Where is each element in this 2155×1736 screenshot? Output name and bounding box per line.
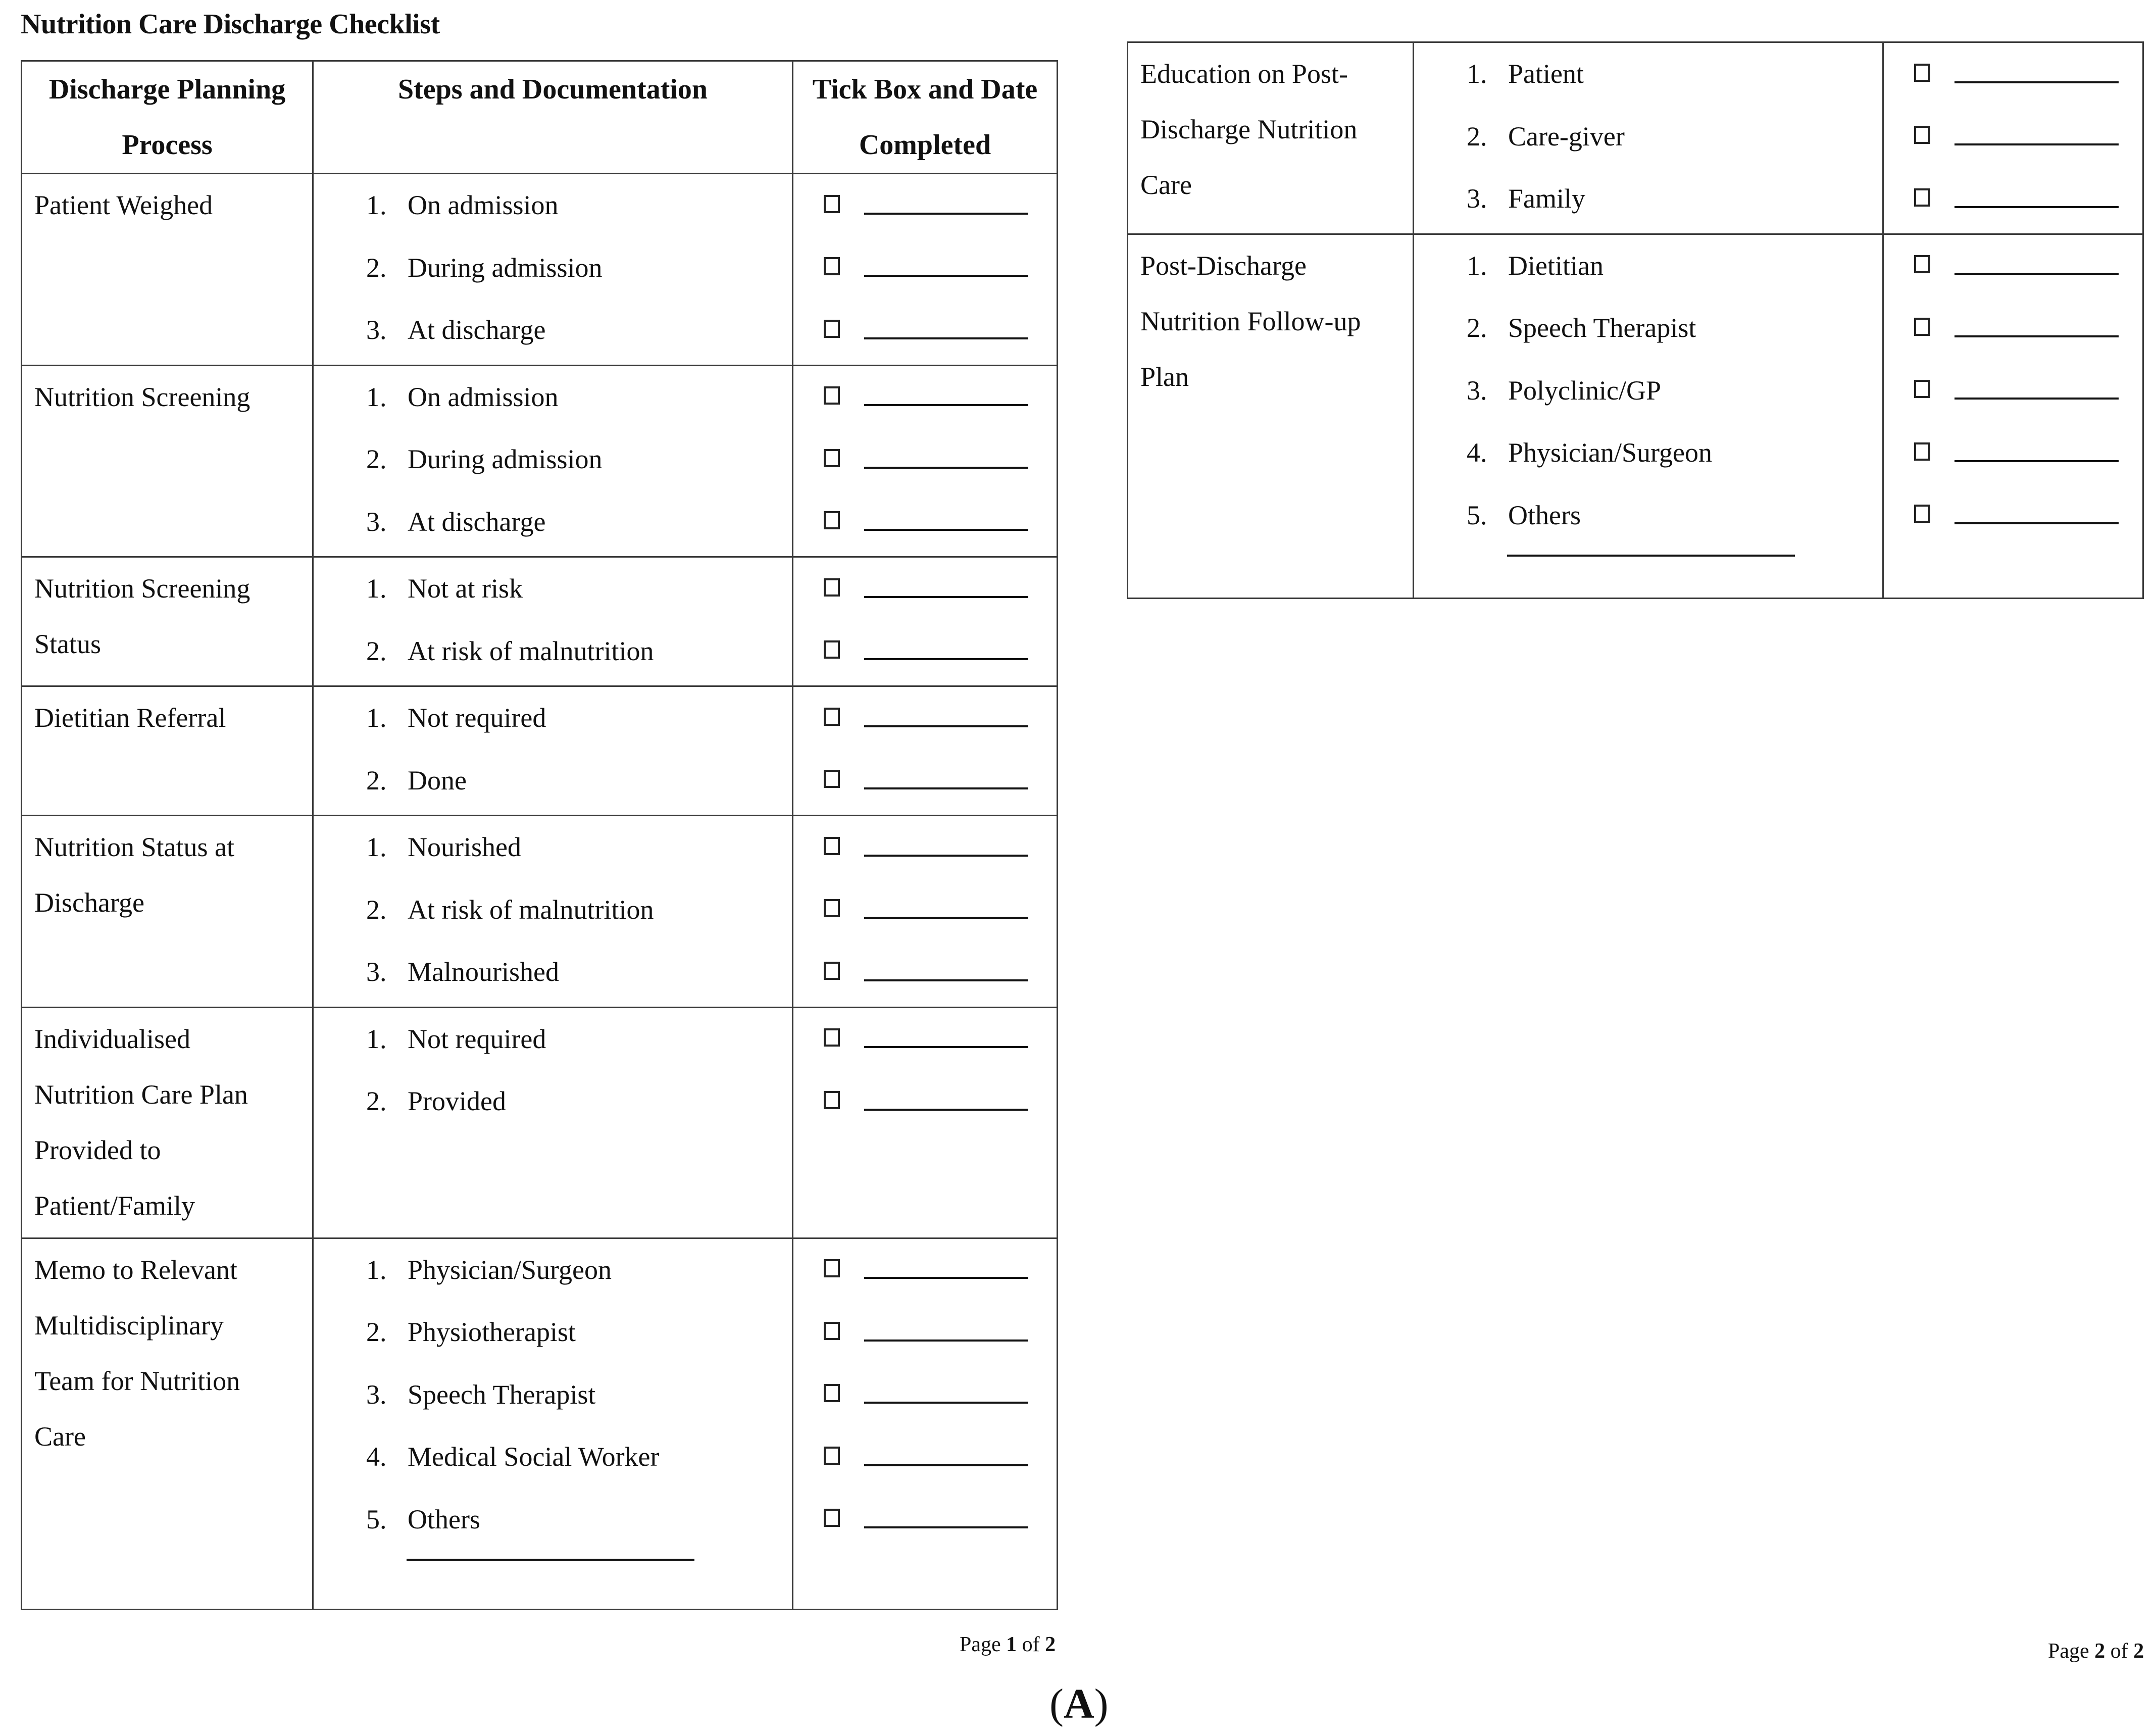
process-cell xyxy=(22,816,313,1008)
step-label: Speech Therapist xyxy=(408,1379,596,1410)
step-number: 2. xyxy=(366,252,387,283)
step-item xyxy=(366,302,792,365)
tick-cell xyxy=(793,365,1058,557)
step-item xyxy=(366,753,792,815)
table-row xyxy=(22,174,1058,366)
step-number: 3. xyxy=(1467,183,1487,214)
checkbox-icon[interactable] xyxy=(824,1384,840,1402)
date-field[interactable] xyxy=(864,529,1028,531)
process-label: Memo to Relevant xyxy=(34,1254,237,1285)
step-item xyxy=(366,944,792,1007)
step-label: On admission xyxy=(408,381,559,412)
page-number-2 xyxy=(2048,1639,2144,1663)
step-item xyxy=(366,369,792,432)
step-number: 3. xyxy=(366,957,387,987)
step-number: 2. xyxy=(366,635,387,666)
step-number: 2. xyxy=(366,765,387,796)
process-label: Education on Post- xyxy=(1140,59,1348,89)
checkbox-icon[interactable] xyxy=(1914,380,1930,398)
step-item xyxy=(1467,425,1882,487)
step-item xyxy=(1467,238,1882,301)
steps-cell xyxy=(313,816,793,1008)
step-label: During admission xyxy=(408,252,603,283)
process-label: Discharge Nutrition xyxy=(1140,114,1358,144)
checkbox-icon[interactable] xyxy=(824,511,840,529)
step-item xyxy=(366,494,792,557)
step-item xyxy=(366,240,792,303)
step-label: At risk of malnutrition xyxy=(408,894,654,925)
checkbox-icon[interactable] xyxy=(824,1259,840,1277)
step-label: Not at risk xyxy=(408,573,523,604)
date-field[interactable] xyxy=(864,725,1028,727)
checkbox-icon[interactable] xyxy=(1914,188,1930,207)
tick-cell xyxy=(793,1238,1058,1609)
step-label: Done xyxy=(408,765,467,796)
process-label: Care xyxy=(1140,170,1192,200)
step-number: 2. xyxy=(366,894,387,925)
step-item xyxy=(366,623,792,686)
step-item xyxy=(366,561,792,623)
date-field[interactable] xyxy=(1954,143,2119,145)
date-field[interactable] xyxy=(864,917,1028,919)
date-field[interactable] xyxy=(864,596,1028,598)
process-label: Status xyxy=(34,629,102,659)
column-header-tick-line-1: Tick Box and Date xyxy=(812,74,1038,105)
figure-letter: A xyxy=(1063,1680,1094,1727)
step-number: 3. xyxy=(366,1379,387,1410)
step-number: 2. xyxy=(366,1317,387,1347)
step-number: 3. xyxy=(366,315,387,345)
process-cell xyxy=(22,557,313,686)
date-field[interactable] xyxy=(864,855,1028,857)
step-label: Not required xyxy=(408,1023,546,1054)
process-label: Provided to xyxy=(34,1134,161,1165)
checkbox-icon[interactable] xyxy=(824,257,840,275)
page-number-1 xyxy=(960,1632,1056,1657)
checkbox-icon[interactable] xyxy=(824,770,840,788)
step-number: 1. xyxy=(366,573,387,604)
table-row xyxy=(22,1238,1058,1609)
date-field[interactable] xyxy=(864,787,1028,789)
step-item xyxy=(1467,46,1882,109)
step-number: 4. xyxy=(366,1442,387,1472)
step-label: At discharge xyxy=(408,506,546,537)
step-number: 1. xyxy=(366,190,387,220)
date-field[interactable] xyxy=(1954,522,2119,524)
column-header-tick xyxy=(793,61,1058,174)
date-field[interactable] xyxy=(864,1046,1028,1048)
tick-cell xyxy=(793,1007,1058,1238)
process-label: Team for Nutrition xyxy=(34,1365,240,1396)
step-label: On admission xyxy=(408,190,559,220)
step-number: 2. xyxy=(1467,313,1487,343)
column-header-process-line-1: Discharge Planning xyxy=(48,74,286,105)
process-label: Individualised xyxy=(34,1023,190,1054)
checkbox-icon[interactable] xyxy=(824,899,840,917)
process-cell xyxy=(22,1007,313,1238)
page-prefix: Page xyxy=(2048,1640,2089,1663)
process-label: Care xyxy=(34,1421,86,1452)
checkbox-icon[interactable] xyxy=(824,962,840,980)
checkbox-icon[interactable] xyxy=(824,449,840,467)
step-label: During admission xyxy=(408,444,603,474)
process-label: Patient Weighed xyxy=(34,190,213,220)
process-label: Multidisciplinary xyxy=(34,1310,224,1341)
step-label: Not required xyxy=(408,703,546,733)
step-label: Others xyxy=(1508,500,1581,530)
step-label: Patient xyxy=(1508,59,1584,89)
step-label: Speech Therapist xyxy=(1508,313,1696,343)
step-number: 4. xyxy=(1467,437,1487,468)
steps-cell xyxy=(313,1238,793,1609)
process-label: Nutrition Follow-up xyxy=(1140,306,1361,336)
step-label: Malnourished xyxy=(408,957,559,987)
step-number: 1. xyxy=(366,832,387,862)
date-field[interactable] xyxy=(1954,460,2119,462)
step-item xyxy=(366,431,792,494)
table-row xyxy=(22,557,1058,686)
checkbox-icon[interactable] xyxy=(1914,64,1930,82)
page-total: 2 xyxy=(2133,1640,2144,1663)
step-number: 2. xyxy=(366,1086,387,1116)
checklist-table-page-1 xyxy=(21,60,1058,1610)
step-label: Care-giver xyxy=(1508,121,1625,152)
step-item xyxy=(1467,487,1882,550)
page-of: of xyxy=(2110,1640,2128,1663)
steps-cell xyxy=(313,1007,793,1238)
column-header-steps: Steps and Documentation xyxy=(313,61,793,174)
date-field[interactable] xyxy=(864,1277,1028,1279)
date-field[interactable] xyxy=(864,337,1028,339)
column-header-tick-line-2: Completed xyxy=(859,129,991,161)
process-label: Post-Discharge xyxy=(1140,250,1307,281)
step-item xyxy=(366,1011,792,1074)
table-row xyxy=(22,686,1058,816)
step-item xyxy=(366,1242,792,1305)
figure-label: (A) xyxy=(1049,1680,1109,1727)
process-label: Nutrition Screening xyxy=(34,573,250,604)
step-number: 3. xyxy=(366,506,387,537)
date-field[interactable] xyxy=(864,1464,1028,1466)
page-prefix: Page xyxy=(960,1633,1001,1656)
process-label: Dietitian Referral xyxy=(34,703,226,733)
date-field[interactable] xyxy=(864,1526,1028,1528)
tick-cell xyxy=(793,174,1058,366)
page-of: of xyxy=(1022,1633,1040,1656)
process-label: Patient/Family xyxy=(34,1190,195,1221)
date-field[interactable] xyxy=(864,275,1028,277)
process-label: Nutrition Care Plan xyxy=(34,1079,248,1110)
checkbox-icon[interactable] xyxy=(1914,126,1930,144)
step-label: Family xyxy=(1508,183,1586,214)
checkbox-icon[interactable] xyxy=(824,578,840,597)
step-number: 1. xyxy=(366,381,387,412)
date-field[interactable] xyxy=(864,404,1028,406)
process-cell xyxy=(22,365,313,557)
table-row xyxy=(22,365,1058,557)
step-item xyxy=(1467,171,1882,233)
steps-cell xyxy=(1414,42,1883,234)
checkbox-icon[interactable] xyxy=(824,1509,840,1527)
checkbox-icon[interactable] xyxy=(824,1322,840,1340)
page-current: 1 xyxy=(1006,1633,1017,1656)
date-field[interactable] xyxy=(864,1402,1028,1404)
process-label: Nutrition Status at xyxy=(34,832,234,862)
page-current: 2 xyxy=(2094,1640,2106,1663)
step-label: Physician/Surgeon xyxy=(1508,437,1712,468)
tick-cell xyxy=(1883,234,2143,598)
checkbox-icon[interactable] xyxy=(824,195,840,213)
step-item xyxy=(366,1073,792,1136)
step-number: 1. xyxy=(1467,250,1487,281)
column-header-process xyxy=(22,61,313,174)
date-field[interactable] xyxy=(864,979,1028,981)
steps-cell xyxy=(313,557,793,686)
step-item xyxy=(366,177,792,240)
date-field[interactable] xyxy=(864,658,1028,660)
step-number: 5. xyxy=(366,1504,387,1534)
table-row xyxy=(22,1007,1058,1238)
step-label: At risk of malnutrition xyxy=(408,635,654,666)
step-label: Physiotherapist xyxy=(408,1317,576,1347)
checkbox-icon[interactable] xyxy=(1914,442,1930,461)
step-item xyxy=(366,1304,792,1367)
checkbox-icon[interactable] xyxy=(824,320,840,338)
checkbox-icon[interactable] xyxy=(824,1091,840,1109)
step-item xyxy=(366,1492,792,1554)
steps-cell xyxy=(1414,234,1883,598)
step-number: 1. xyxy=(366,1254,387,1285)
checkbox-icon[interactable] xyxy=(824,1447,840,1465)
date-field[interactable] xyxy=(864,1109,1028,1111)
checkbox-icon[interactable] xyxy=(824,837,840,855)
step-number: 5. xyxy=(1467,500,1487,530)
tick-cell xyxy=(793,557,1058,686)
process-label: Plan xyxy=(1140,361,1189,392)
step-label: Provided xyxy=(408,1086,506,1116)
process-cell xyxy=(1128,42,1414,234)
date-field[interactable] xyxy=(864,213,1028,215)
process-cell xyxy=(22,686,313,816)
date-field[interactable] xyxy=(1954,335,2119,337)
step-label: At discharge xyxy=(408,315,546,345)
step-number: 3. xyxy=(1467,375,1487,406)
checkbox-icon[interactable] xyxy=(1914,318,1930,336)
tick-cell xyxy=(1883,42,2143,234)
date-field[interactable] xyxy=(864,1340,1028,1342)
step-item xyxy=(366,690,792,753)
step-item xyxy=(366,882,792,945)
date-field[interactable] xyxy=(864,467,1028,469)
step-item xyxy=(366,819,792,882)
step-label: Physician/Surgeon xyxy=(408,1254,612,1285)
step-number: 1. xyxy=(366,703,387,733)
date-field[interactable] xyxy=(1954,398,2119,400)
table-row xyxy=(22,816,1058,1008)
checkbox-icon[interactable] xyxy=(1914,505,1930,523)
date-field[interactable] xyxy=(1954,81,2119,83)
date-field[interactable] xyxy=(1954,206,2119,208)
document-title: Nutrition Care Discharge Checklist xyxy=(21,9,440,40)
step-item xyxy=(1467,363,1882,425)
page-total: 2 xyxy=(1045,1633,1056,1656)
checkbox-icon[interactable] xyxy=(824,1028,840,1047)
checklist-table-page-2 xyxy=(1127,41,2144,599)
process-cell xyxy=(22,1238,313,1609)
steps-cell xyxy=(313,174,793,366)
steps-cell xyxy=(313,365,793,557)
process-label: Discharge xyxy=(34,887,144,918)
step-label: Dietitian xyxy=(1508,250,1603,281)
step-label: Polyclinic/GP xyxy=(1508,375,1662,406)
process-cell xyxy=(22,174,313,366)
table-header-row xyxy=(22,61,1058,174)
step-label: Medical Social Worker xyxy=(408,1442,660,1472)
step-label: Nourished xyxy=(408,832,521,862)
table-row xyxy=(1128,42,2143,234)
step-number: 1. xyxy=(1467,59,1487,89)
checkbox-icon[interactable] xyxy=(1914,255,1930,273)
date-field[interactable] xyxy=(1954,273,2119,275)
process-cell xyxy=(1128,234,1414,598)
tick-cell xyxy=(793,816,1058,1008)
checkbox-icon[interactable] xyxy=(824,640,840,659)
process-label: Nutrition Screening xyxy=(34,381,250,412)
step-number: 2. xyxy=(366,444,387,474)
checkbox-icon[interactable] xyxy=(824,386,840,405)
step-item xyxy=(366,1429,792,1492)
table-row xyxy=(1128,234,2143,598)
step-item xyxy=(1467,109,1882,171)
step-number: 1. xyxy=(366,1023,387,1054)
step-item xyxy=(366,1367,792,1429)
steps-cell xyxy=(313,686,793,816)
step-label: Others xyxy=(408,1504,480,1534)
column-header-process-line-2: Process xyxy=(122,129,213,161)
tick-cell xyxy=(793,686,1058,816)
checkbox-icon[interactable] xyxy=(824,708,840,726)
step-item xyxy=(1467,300,1882,363)
step-number: 2. xyxy=(1467,121,1487,152)
